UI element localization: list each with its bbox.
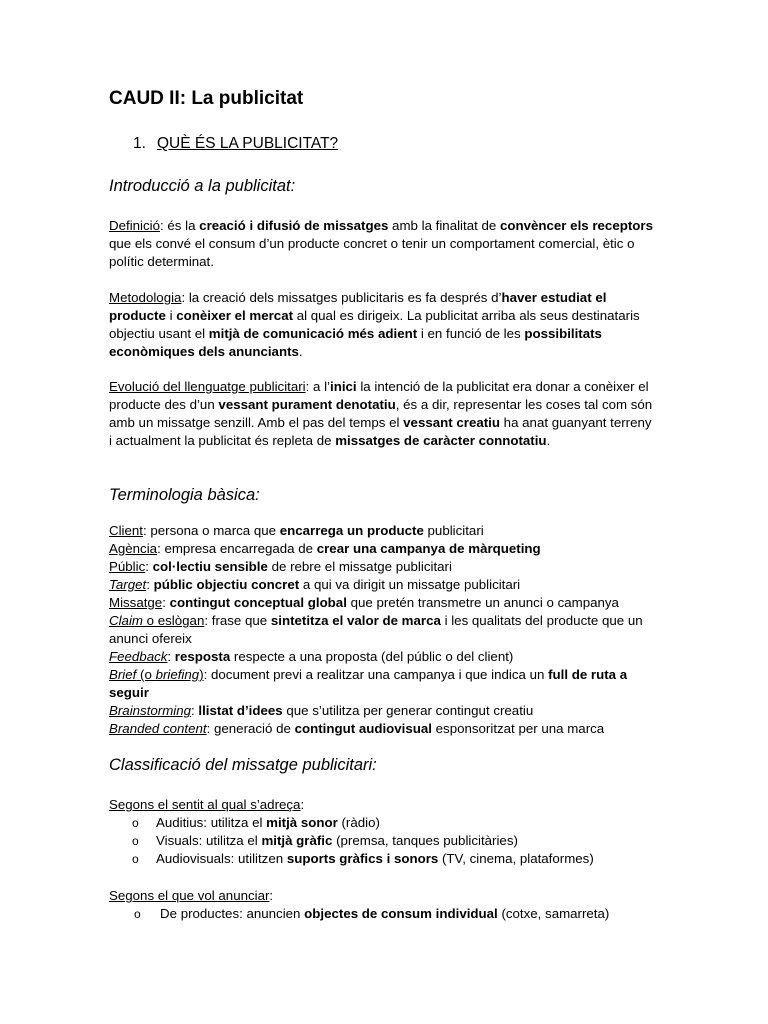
bold-run: suports gràfics i sonors	[286, 851, 439, 866]
text-run: que s’utilitza per generar contingut creatiu	[282, 703, 534, 718]
bold-run: inici	[330, 379, 357, 394]
bold-run: públic objectiu concret	[153, 577, 300, 592]
terminology-list	[109, 522, 657, 738]
text-run: i	[165, 308, 177, 323]
text-run: : és la	[160, 218, 200, 233]
bold-run: resposta	[174, 649, 231, 664]
text-run: : a l’	[305, 379, 331, 394]
bullet-icon: o	[132, 852, 139, 866]
text-run: al qual es dirigeix. La publicitat arriba als seus destinataris objectiu usant el	[109, 308, 640, 341]
text-run: de rebre el missatge publicitari	[267, 559, 452, 574]
text-run: respecte a una proposta (del públic o del client)	[230, 649, 514, 664]
list-item	[132, 814, 594, 832]
metodologia-label: Metodologia	[109, 290, 182, 305]
text-run: : la creació dels missatges publicitaris es fa després d’	[181, 290, 502, 305]
term-label: Branded content	[109, 721, 207, 736]
bold-run: sintetitza el valor de marca	[270, 613, 441, 628]
bullet-icon: o	[134, 907, 141, 921]
bold-run: creació i difusió de missatges	[199, 218, 389, 233]
segons-anunciar-text: Segons el que vol anunciar	[109, 888, 270, 903]
text-run: : empresa encarregada de	[157, 541, 317, 556]
section-heading-que-es-la-publicitat	[133, 135, 338, 153]
bold-run: encarrega un producte	[279, 523, 424, 538]
text-run: .	[298, 344, 303, 359]
text-run: que pretén transmetre un anunci o campanya	[346, 595, 619, 610]
segons-sentit-list	[132, 814, 594, 868]
term-claim	[109, 612, 657, 648]
text-run: Visuals: utilitza el	[156, 833, 262, 848]
text-run: publicitari	[423, 523, 484, 538]
term-target	[109, 576, 657, 594]
document-title: CAUD II: La publicitat	[109, 88, 304, 109]
bullet-icon: o	[132, 834, 139, 848]
bold-run: mitjà sonor	[266, 815, 338, 830]
text-run: (cotxe, samarreta)	[497, 906, 610, 921]
segons-sentit-text: Segons el sentit al qual s’adreça	[109, 797, 301, 812]
evolucio-paragraph	[109, 378, 657, 450]
text-run: :	[145, 559, 153, 574]
text-run: amb la finalitat de	[388, 218, 500, 233]
text-run: la intenció de la publicitat era donar a conèixer el producte des d’un	[109, 379, 649, 412]
term-brief	[109, 666, 657, 702]
term-label: Brief	[109, 667, 137, 682]
text-run: a qui va dirigit un missatge publicitari	[299, 577, 521, 592]
bold-run: convèncer els receptors	[499, 218, 653, 233]
text-run: esponsoritzat per una marca	[431, 721, 605, 736]
bold-run: conèixer el mercat	[176, 308, 294, 323]
segons-anunciar-list	[134, 905, 609, 923]
text-run: : document previ a realitzar una campanya i que indica un	[203, 667, 549, 682]
bold-run: vessant creatiu	[403, 415, 500, 430]
text-run: (ràdio)	[337, 815, 380, 830]
term-label: Missatge	[109, 595, 163, 610]
term-label: Client	[109, 523, 143, 538]
term-label: Feedback	[109, 649, 168, 664]
terminologia-heading: Terminologia bàsica:	[109, 486, 260, 504]
text-run: i les qualitats del producte que un anunci ofereix	[109, 613, 643, 646]
bold-run: contingut audiovisual	[294, 721, 432, 736]
bold-run: missatges de caràcter connotatiu	[335, 433, 547, 448]
evolucio-label: Evolució del llenguatge publicitari	[109, 379, 306, 394]
text-run: :	[146, 577, 154, 592]
text-run: :	[162, 595, 170, 610]
text-run: , és a dir, representar les coses tal com són amb un missatge senzill. Amb el pas del temps el	[109, 397, 653, 430]
bold-run: full de ruta a seguir	[109, 667, 628, 700]
definicio-paragraph	[109, 217, 657, 271]
text-run: (premsa, tanques publicitàries)	[332, 833, 518, 848]
text-run: (TV, cinema, plataformes)	[438, 851, 594, 866]
text-run: :	[300, 797, 305, 812]
text-run: : generació de	[206, 721, 295, 736]
segons-sentit-label	[109, 796, 304, 814]
text-run: .	[546, 433, 551, 448]
bold-run: objectes de consum individual	[304, 906, 498, 921]
bullet-icon: o	[132, 816, 139, 830]
term-missatge	[109, 594, 657, 612]
term-label: Públic	[109, 559, 146, 574]
term-public	[109, 558, 657, 576]
text-run: De productes: anuncien	[160, 906, 305, 921]
bold-run: haver estudiat el producte	[109, 290, 607, 323]
text-run: :	[167, 649, 175, 664]
term-label: Target	[109, 577, 147, 592]
term-branded-content	[109, 720, 657, 738]
term-client	[109, 522, 657, 540]
text-run: i en funció de les	[417, 326, 525, 341]
text-run: : persona o marca que	[143, 523, 280, 538]
term-label: o eslògan	[142, 613, 205, 628]
list-item	[132, 832, 594, 850]
list-item	[132, 850, 594, 868]
section-number: 1.	[133, 135, 146, 152]
term-label: briefing	[155, 667, 200, 682]
term-label: (o	[136, 667, 156, 682]
classificacio-heading: Classificació del missatge publicitari:	[109, 756, 377, 774]
bold-run: contingut conceptual global	[169, 595, 347, 610]
text-run: Audiovisuals: utilitzen	[156, 851, 287, 866]
section-label: QUÈ ÉS LA PUBLICITAT?	[157, 135, 339, 152]
metodologia-paragraph	[109, 289, 657, 361]
bold-run: llistat d’idees	[198, 703, 283, 718]
bold-run: mitjà gràfic	[261, 833, 333, 848]
term-feedback	[109, 648, 657, 666]
text-run: que els convé el consum d’un producte concret o tenir un comportament comercial, ètic o polític determinat.	[109, 236, 635, 269]
text-run: : frase que	[204, 613, 271, 628]
bold-run: crear una campanya de màrqueting	[316, 541, 541, 556]
text-run: :	[191, 703, 199, 718]
intro-heading: Introducció a la publicitat:	[109, 177, 296, 195]
text-run: :	[269, 888, 274, 903]
bold-run: col·lectiu sensible	[152, 559, 268, 574]
term-agencia	[109, 540, 657, 558]
definicio-label: Definició	[109, 218, 160, 233]
list-item	[134, 905, 609, 923]
term-label: Agència	[109, 541, 158, 556]
bold-run: mitjà de comunicació més adient	[208, 326, 418, 341]
segons-anunciar-label	[109, 887, 273, 905]
text-run: Auditius: utilitza el	[156, 815, 267, 830]
bold-run: vessant purament denotatiu	[218, 397, 396, 412]
term-label: )	[199, 667, 204, 682]
term-label: Brainstorming	[109, 703, 192, 718]
text-run: ha anat guanyant terreny i actualment la publicitat és repleta de	[109, 415, 652, 448]
term-label: Claim	[109, 613, 143, 628]
term-brainstorming	[109, 702, 657, 720]
bold-run: possibilitats econòmiques dels anunciants	[109, 326, 602, 359]
